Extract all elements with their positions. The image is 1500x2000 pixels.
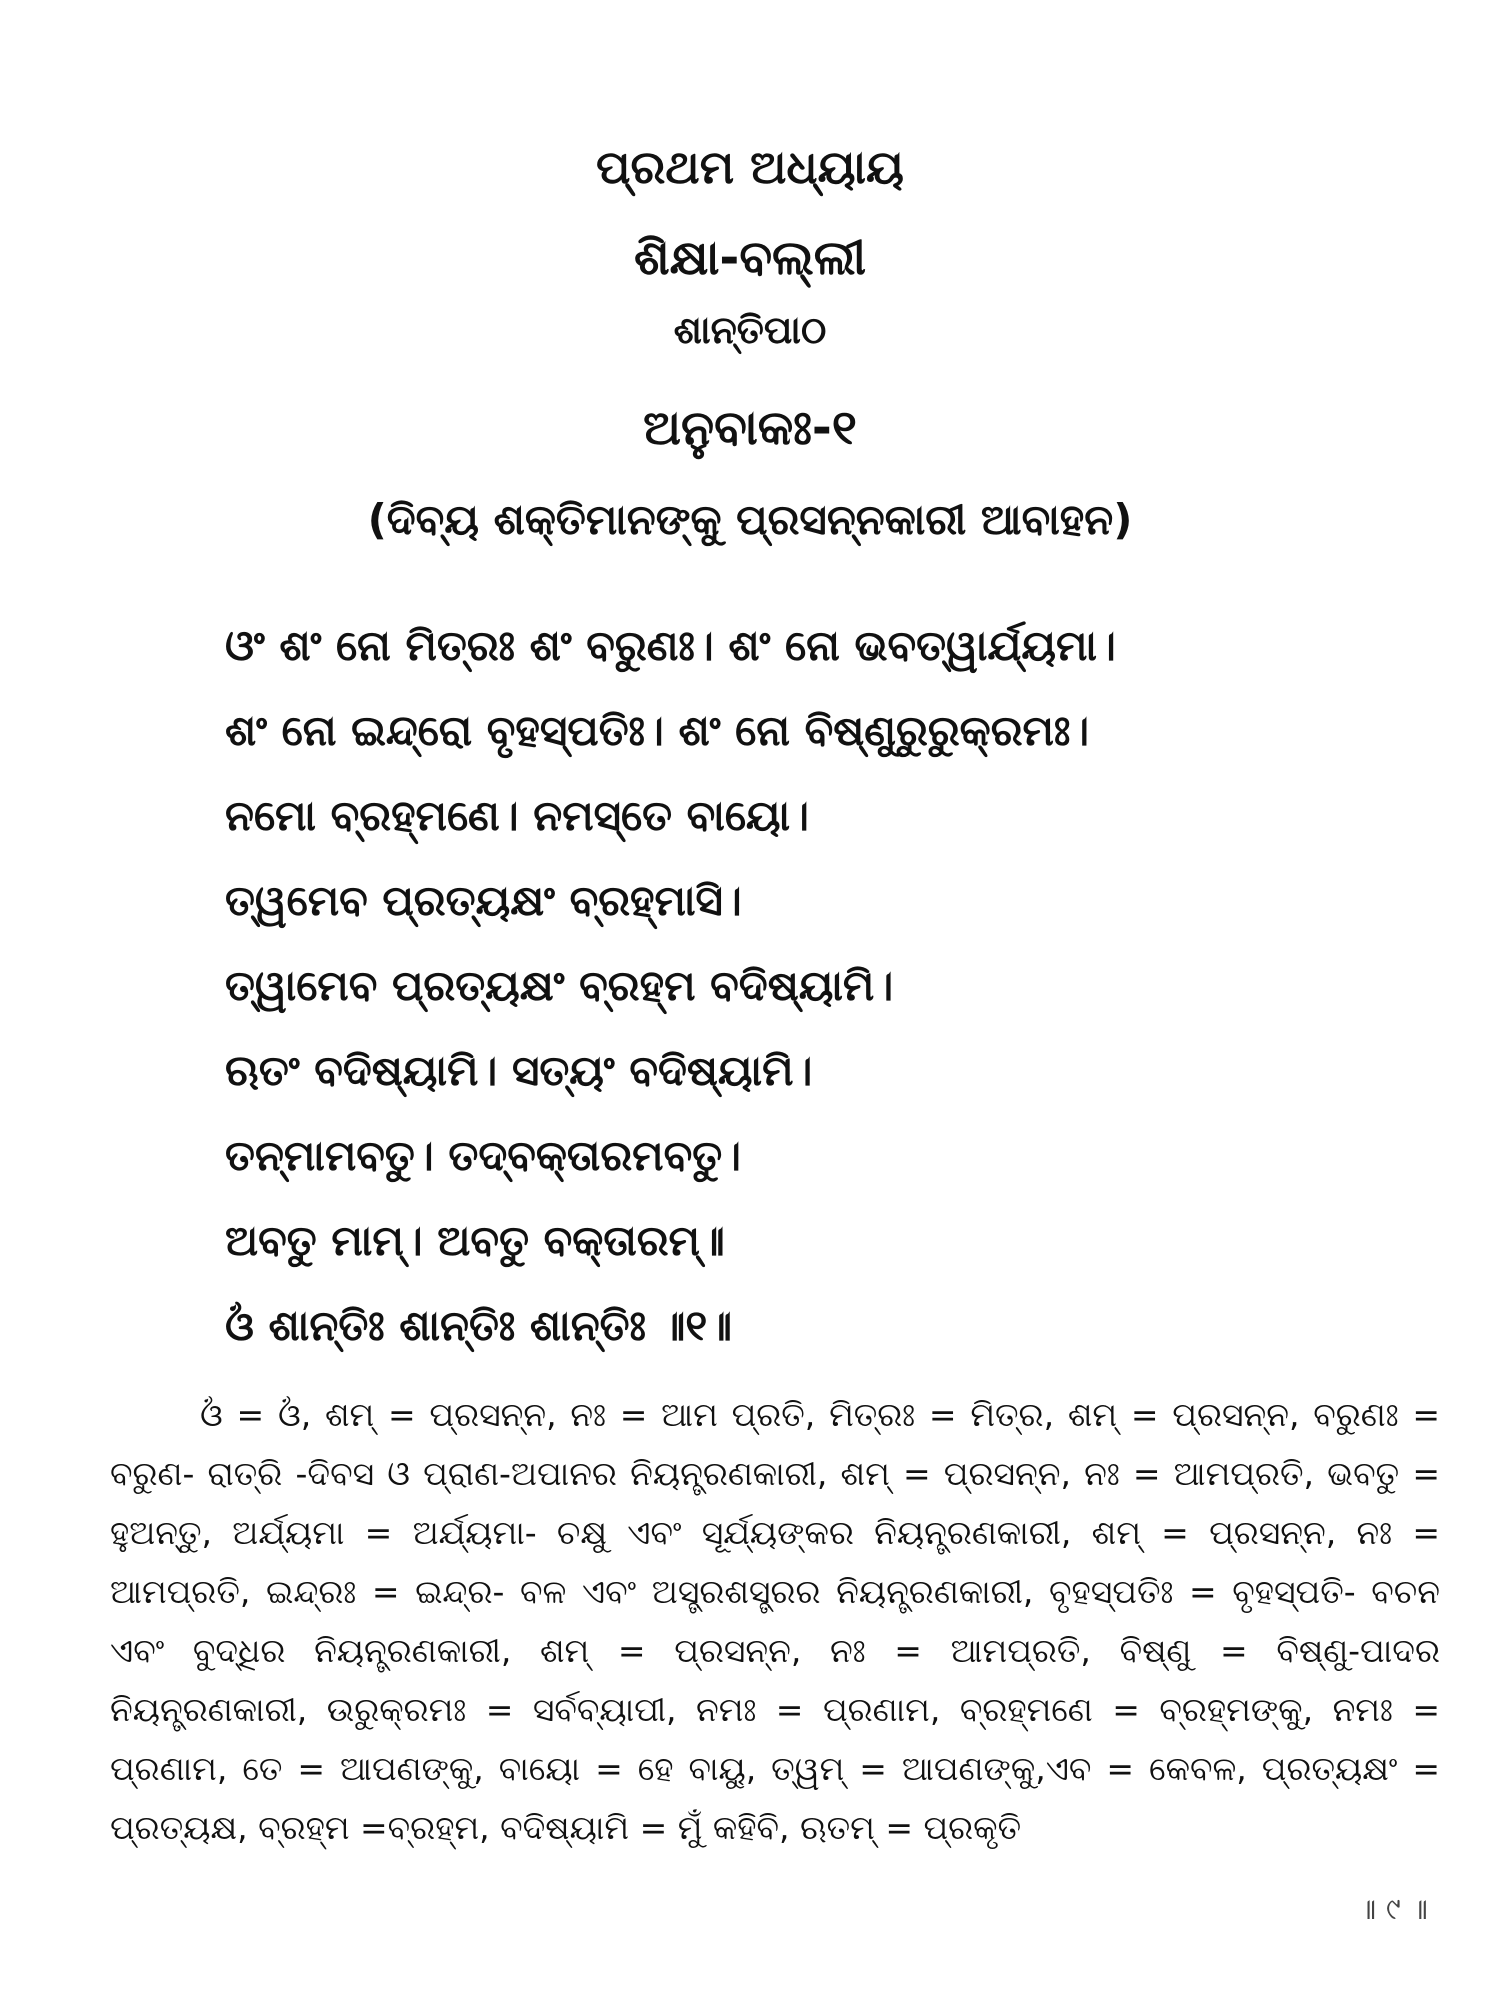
verse-line: ଋତଂ ବଦିଷ୍ୟାମି। ସତ୍ୟଂ ବଦିଷ୍ୟାମି। <box>225 1046 813 1095</box>
verse-line: ଓଁ ଶାନ୍ତିଃ ଶାନ୍ତିଃ ଶାନ୍ତିଃ ॥୧॥ <box>225 1301 733 1350</box>
verse-line: ନମୋ ବ୍ରହ୍ମଣେ। ନମସ୍ତେ ବାୟୋ। <box>225 791 810 840</box>
anuvaka-heading: ଅନୁବାକଃ-୧ <box>643 400 857 456</box>
verse-line: ତନ୍ମାମବତୁ। ତଦ୍‌ବକ୍ତାରମବତୁ। <box>225 1131 742 1180</box>
chapter-heading: ପ୍ରଥମ ଅଧ୍ୟାୟ <box>596 140 904 194</box>
verse-line: ତ୍ୱମେବ ପ୍ରତ୍ୟକ୍ଷଂ ବ୍ରହ୍ମାସି। <box>225 876 742 925</box>
word-meaning-paragraph: ଓଁ = ଓଁ, ଶମ୍ = ପ୍ରସନ୍ନ, ନଃ = ଆମ ପ୍ରତି, ମିତ୍ରଃ = ମିତ୍ର, ଶମ୍ = ପ୍ରସନ୍ନ, ବରୁଣଃ = ବରୁଣ- ରାତ୍ରି -ଦିବସ ଓ ପ୍ରାଣ-ଅପାନର ନିୟନ୍ତ୍ରଣକାରୀ, ଶମ୍ = ପ୍ରସନ୍ନ, ନଃ = ଆମପ୍ରତି, ଭବତୁ = ହୁଅନ୍ତୁ, ଅର୍ଯ୍ୟମା = ଅର୍ଯ୍ୟମା- ଚକ୍ଷୁ ଏବଂ ସୂର୍ଯ୍ୟଙ୍କର ନିୟନ୍ତ୍ରଣକାରୀ, ଶମ୍ = ପ୍ରସନ୍ନ, ନଃ = ଆମପ୍ରତି, ଇନ୍ଦ୍ରଃ = ଇନ୍ଦ୍ର- ବଳ ଏବଂ ଅସ୍ତ୍ରଶସ୍ତ୍ରର ନିୟନ୍ତ୍ରଣକାରୀ, ବୃହସ୍ପତିଃ = ବୃହସ୍ପତି- ବଚନ ଏବଂ ବୁଦ୍ଧିର ନିୟନ୍ତ୍ରଣକାରୀ, ଶମ୍ = ପ୍ରସନ୍ନ, ନଃ = ଆମପ୍ରତି, ବିଷ୍ଣୁ = ବିଷ୍ଣୁ-ପାଦର ନିୟନ୍ତ୍ରଣକାରୀ, ଉରୁକ୍ରମଃ = ସର୍ବବ୍ୟାପୀ, ନମଃ = ପ୍ରଣାମ, ବ୍ରହ୍ମଣେ = ବ୍ରହ୍ମଙ୍କୁ, ନମଃ = ପ୍ରଣାମ, ତେ = ଆପଣଙ୍କୁ, ବାୟୋ = ହେ ବାୟୁ, ତ୍ୱମ୍ = ଆପଣଙ୍କୁ,ଏବ = କେବଳ, ପ୍ରତ୍ୟକ୍ଷଂ = ପ୍ରତ୍ୟକ୍ଷ, ବ୍ରହ୍ମ =ବ୍ରହ୍ମ, ବଦିଷ୍ୟାମି = ମୁଁ କହିବି, ଋତମ୍ = ପ୍ରକୃତି <box>110 1395 1440 1847</box>
page-number: ॥ ୯ ॥ <box>1358 1892 1428 1927</box>
section-heading: ଶିକ୍ଷା-ବଲ୍ଲୀ <box>633 230 867 286</box>
verse-line: ଅବତୁ ମାମ୍। ଅବତୁ ବକ୍ତାରମ୍॥ <box>225 1216 725 1265</box>
subtitle-heading: (ଦିବ୍ୟ ଶକ୍ତିମାନଙ୍କୁ ପ୍ରସନ୍ନକାରୀ ଆବାହନ) <box>367 495 1133 544</box>
verse-line: ଶଂ ନୋ ଇନ୍ଦ୍ରୋ ବୃହସ୍ପତିଃ। ଶଂ ନୋ ବିଷ୍ଣୁରୁରୁକ୍ରମଃ। <box>225 706 1090 755</box>
verse-block <box>225 603 1116 1368</box>
verse-line: ଓଂ ଶଂ ନୋ ମିତ୍ରଃ ଶଂ ବରୁଣଃ। ଶଂ ନୋ ଭବତ୍ୱାର୍ଯ୍ୟମା। <box>225 621 1116 670</box>
verse-line: ତ୍ୱାମେବ ପ୍ରତ୍ୟକ୍ଷଂ ବ୍ରହ୍ମ ବଦିଷ୍ୟାମି। <box>225 961 894 1010</box>
shanti-patha-heading: ଶାନ୍ତିପାଠ <box>673 308 827 352</box>
